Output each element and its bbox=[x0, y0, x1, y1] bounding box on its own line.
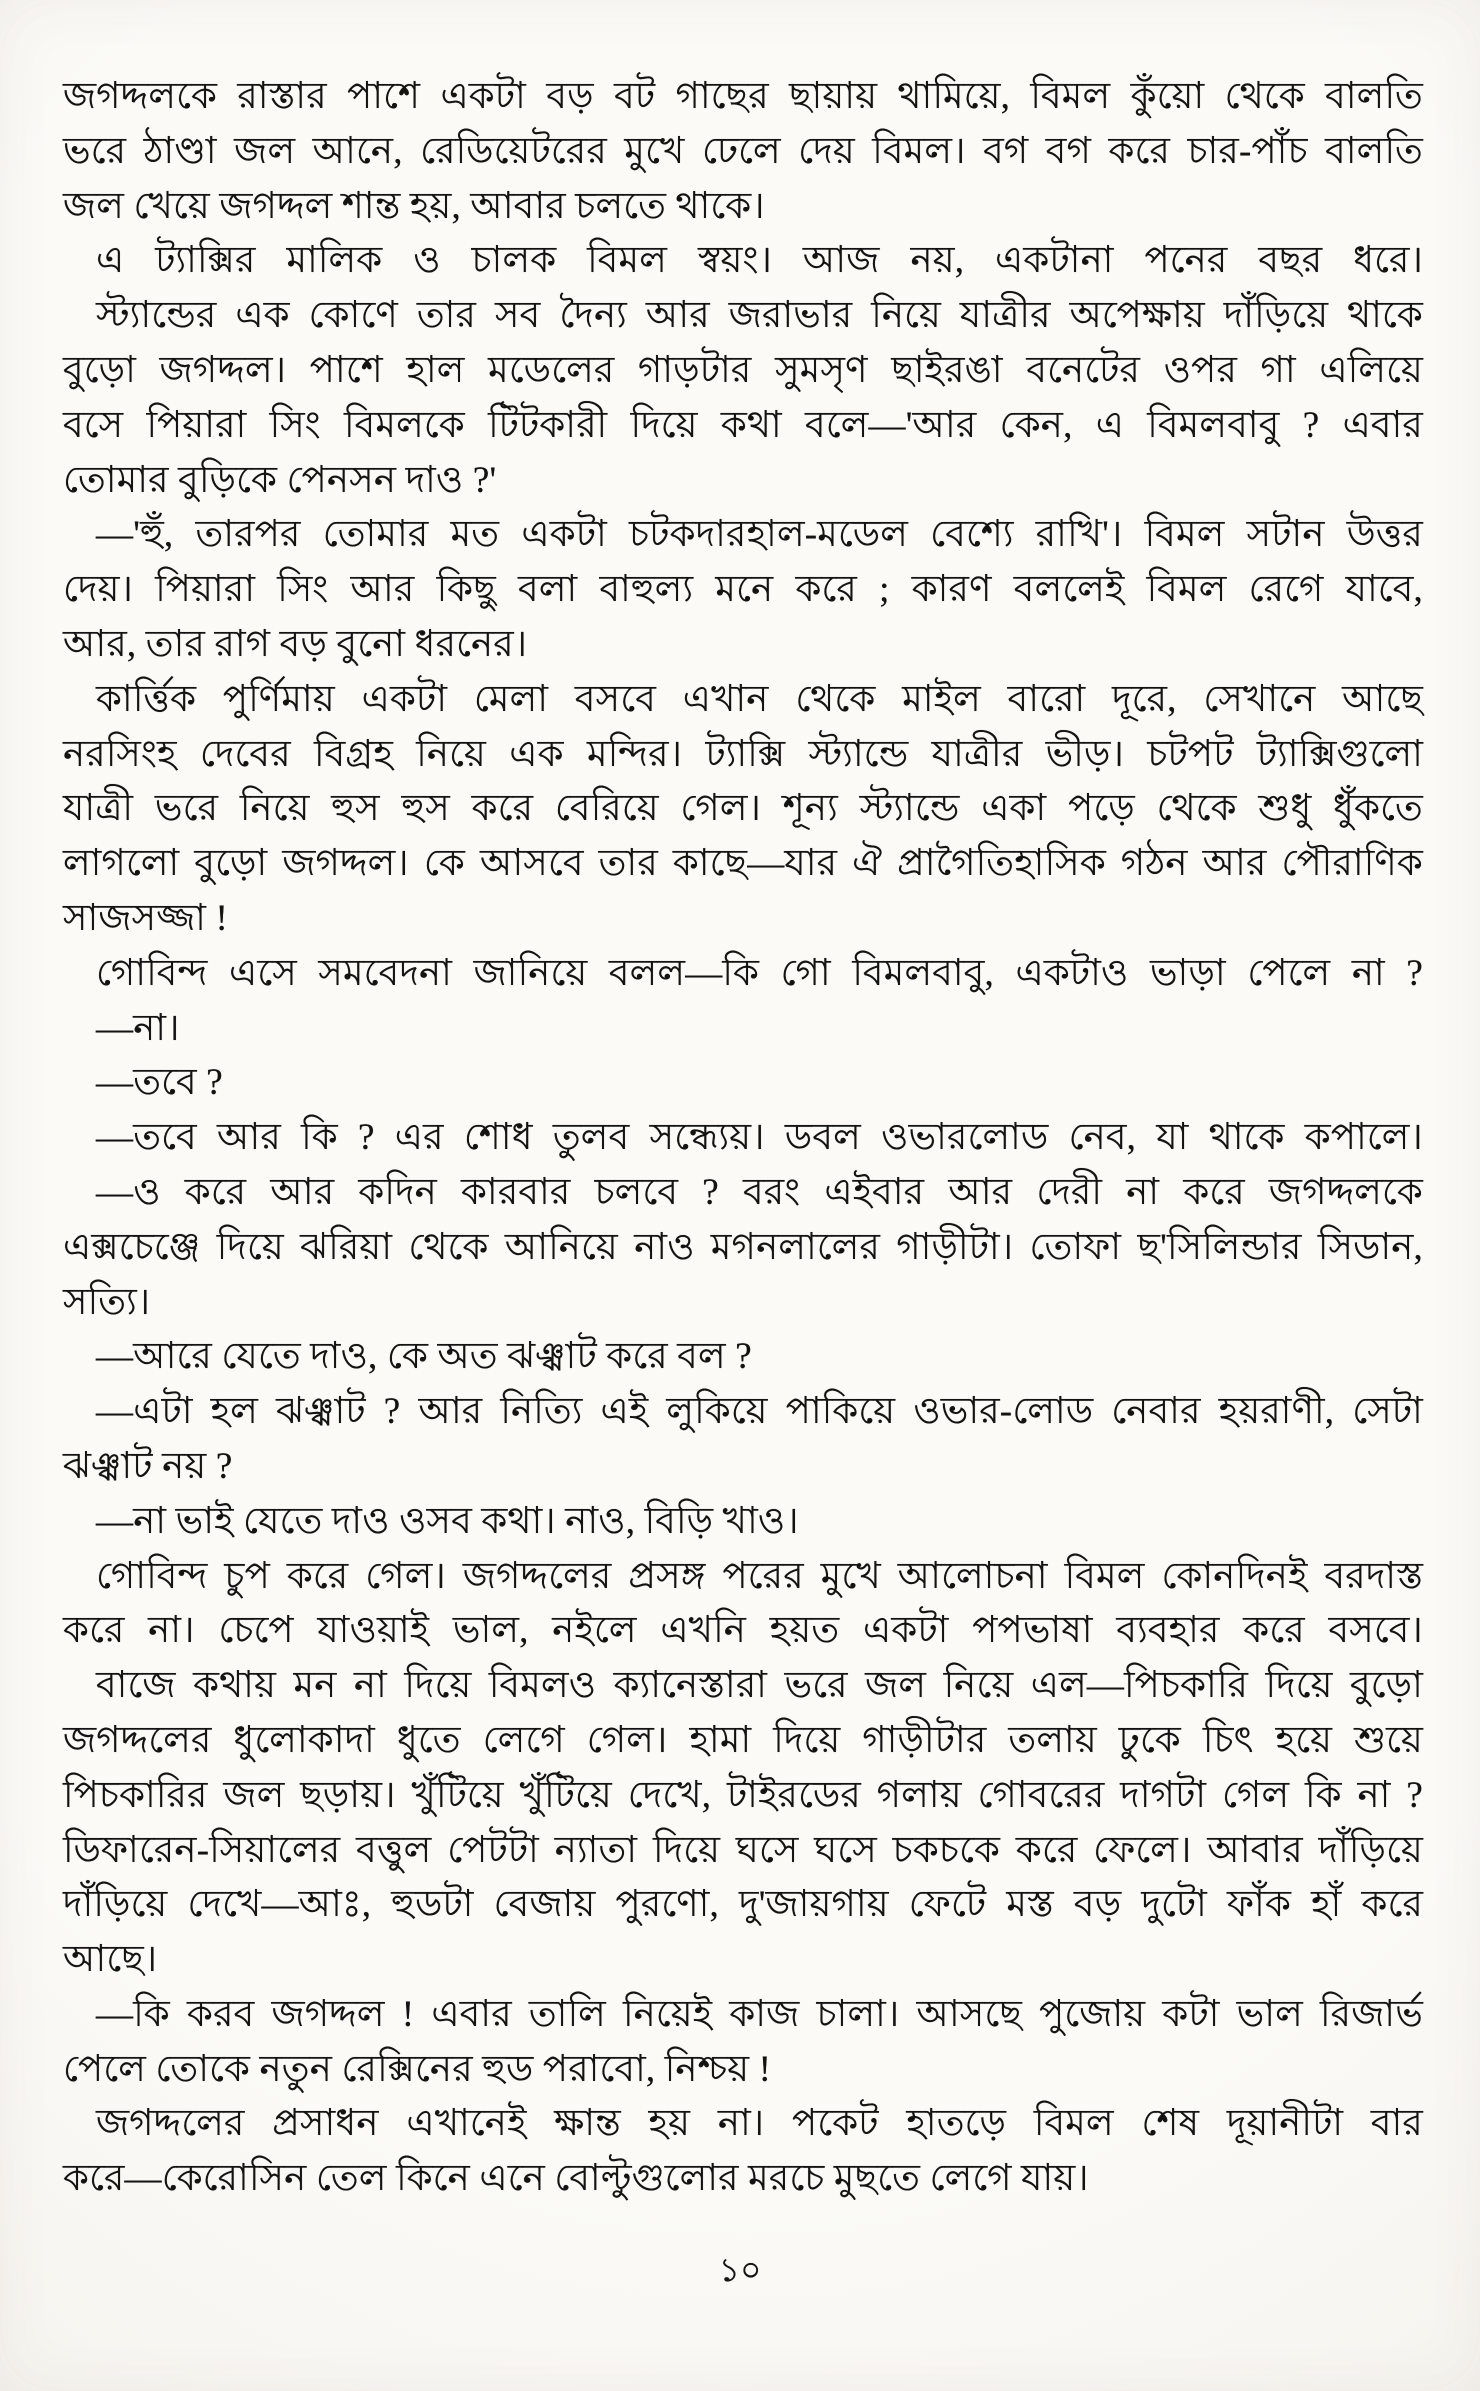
text-line: এ ট্যাক্সির মালিক ও চালক বিমল স্বয়ং। আজ নয়, একটানা পনের বছর ধরে। bbox=[96, 240, 1423, 282]
text-line: সাজসজ্জা ! bbox=[63, 897, 229, 939]
text-line: —না। bbox=[96, 1007, 180, 1049]
page-text bbox=[63, 70, 1423, 2207]
page-number: ১০ bbox=[718, 2253, 762, 2289]
text-line: লাগলো বুড়ো জগদ্দল। কে আসবে তার কাছে—যার ঐ প্রাগৈতিহাসিক গঠন আর পৌরাণিক bbox=[63, 843, 1423, 885]
text-line: দাঁড়িয়ে দেখে—আঃ, হুডটা বেজায় পুরণো, দু'জায়গায় ফেটে মস্ত বড় দুটো ফাঁক হাঁ করে bbox=[63, 1884, 1423, 1926]
text-line: —তবে আর কি ? এর শোধ তুলব সন্ধ্যেয়। ডবল ওভারলোড নেব, যা থাকে কপালে। bbox=[96, 1117, 1423, 1159]
text-line: পিচকারির জল ছড়ায়। খুঁটিয়ে খুঁটিয়ে দেখে, টাইরডের গলায় গোবরের দাগটা গেল কি না ? bbox=[63, 1774, 1423, 1816]
text-line: —'হুঁ, তারপর তোমার মত একটা চটকদারহাল-মডেল বেশ্যে রাখি'। বিমল সটান উত্তর bbox=[96, 514, 1423, 556]
text-line: —না ভাই যেতে দাও ওসব কথা। নাও, বিড়ি খাও। bbox=[96, 1500, 799, 1542]
text-line: —কি করব জগদ্দল ! এবার তালি নিয়েই কাজ চালা। আসছে পুজোয় কটা ভাল রিজার্ভ bbox=[96, 1993, 1423, 2035]
text-line: —ও করে আর কদিন কারবার চলবে ? বরং এইবার আর দেরী না করে জগদ্দলকে bbox=[96, 1171, 1423, 1213]
text-line: যাত্রী ভরে নিয়ে হুস হুস করে বেরিয়ে গেল। শূন্য স্ট্যান্ডে একা পড়ে থেকে শুধু ধুঁকতে bbox=[63, 788, 1423, 830]
text-line: এক্সচেঞ্জে দিয়ে ঝরিয়া থেকে আনিয়ে নাও মগনলালের গাড়ীটা। তোফা ছ'সিলিন্ডার সিডান, bbox=[63, 1226, 1423, 1268]
text-line: গোবিন্দ চুপ করে গেল। জগদ্দলের প্রসঙ্গ পরের মুখে আলোচনা বিমল কোনদিনই বরদাস্ত bbox=[96, 1555, 1423, 1597]
text-line: নরসিংহ দেবের বিগ্রহ নিয়ে এক মন্দির। ট্যাক্সি স্ট্যান্ডে যাত্রীর ভীড়। চটপট ট্যাক্সিগুলো bbox=[63, 733, 1423, 775]
text-line: গোবিন্দ এসে সমবেদনা জানিয়ে বলল—কি গো বিমলবাবু, একটাও ভাড়া পেলে না ? bbox=[96, 952, 1423, 994]
text-line: ভরে ঠাণ্ডা জল আনে, রেডিয়েটরের মুখে ঢেলে দেয় বিমল। বগ বগ করে চার-পাঁচ বালতি bbox=[63, 130, 1423, 172]
text-line: —তবে ? bbox=[96, 1062, 223, 1104]
text-line: জগদ্দলের ধুলোকাদা ধুতে লেগে গেল। হামা দিয়ে গাড়ীটার তলায় ঢুকে চিৎ হয়ে শুয়ে bbox=[63, 1719, 1423, 1761]
text-line: পেলে তোকে নতুন রেক্সিনের হুড পরাবো, নিশ্চয় ! bbox=[63, 2048, 772, 2090]
text-line: স্ট্যান্ডের এক কোণে তার সব দৈন্য আর জরাভার নিয়ে যাত্রীর অপেক্ষায় দাঁড়িয়ে থাকে bbox=[96, 295, 1423, 337]
text-line: —এটা হল ঝঞ্ঝাট ? আর নিত্যি এই লুকিয়ে পাকিয়ে ওভার-লোড নেবার হয়রাণী, সেটা bbox=[96, 1391, 1423, 1433]
text-line: করে—কেরোসিন তেল কিনে এনে বোল্টুগুলোর মরচে মুছতে লেগে যায়। bbox=[63, 2158, 1089, 2200]
text-line: আর, তার রাগ বড় বুনো ধরনের। bbox=[63, 623, 528, 665]
text-line: আছে। bbox=[63, 1939, 158, 1981]
text-line: কার্ত্তিক পুর্ণিমায় একটা মেলা বসবে এখান থেকে মাইল বারো দূরে, সেখানে আছে bbox=[96, 678, 1423, 720]
text-line: বাজে কথায় মন না দিয়ে বিমলও ক্যানেস্তারা ভরে জল নিয়ে এল—পিচকারি দিয়ে বুড়ো bbox=[96, 1665, 1423, 1707]
text-line: ঝঞ্ঝাট নয় ? bbox=[63, 1445, 233, 1487]
text-line: ডিফারেন-সিয়ালের বত্তুল পেটটা ন্যাতা দিয়ে ঘসে ঘসে চকচকে করে ফেলে। আবার দাঁড়িয়ে bbox=[63, 1829, 1423, 1871]
text-line: জল খেয়ে জগদ্দল শান্ত হয়, আবার চলতে থাকে। bbox=[63, 185, 765, 227]
text-line: বুড়ো জগদ্দল। পাশে হাল মডেলের গাড়টার সুমসৃণ ছাইরঙা বনেটের ওপর গা এলিয়ে bbox=[63, 349, 1423, 391]
text-line: —আরে যেতে দাও, কে অত ঝঞ্ঝাট করে বল ? bbox=[96, 1336, 752, 1378]
text-line: তোমার বুড়িকে পেনসন দাও ?' bbox=[63, 459, 497, 501]
text-line: বসে পিয়ারা সিং বিমলকে টিটকারী দিয়ে কথা বলে—'আর কেন, এ বিমলবাবু ? এবার bbox=[63, 404, 1423, 446]
text-line: জগদ্দলের প্রসাধন এখানেই ক্ষান্ত হয় না। পকেট হাতড়ে বিমল শেষ দূয়ানীটা বার bbox=[96, 2103, 1423, 2145]
text-line: করে না। চেপে যাওয়াই ভাল, নইলে এখনি হয়ত একটা পপভাষা ব্যবহার করে বসবে। bbox=[63, 1610, 1423, 1652]
text-line: দেয়। পিয়ারা সিং আর কিছু বলা বাহুল্য মনে করে ; কারণ বললেই বিমল রেগে যাবে, bbox=[63, 569, 1423, 611]
text-line: সত্যি। bbox=[63, 1281, 151, 1323]
text-line: জগদ্দলকে রাস্তার পাশে একটা বড় বট গাছের ছায়ায় থামিয়ে, বিমল কুঁয়ো থেকে বালতি bbox=[63, 76, 1423, 117]
